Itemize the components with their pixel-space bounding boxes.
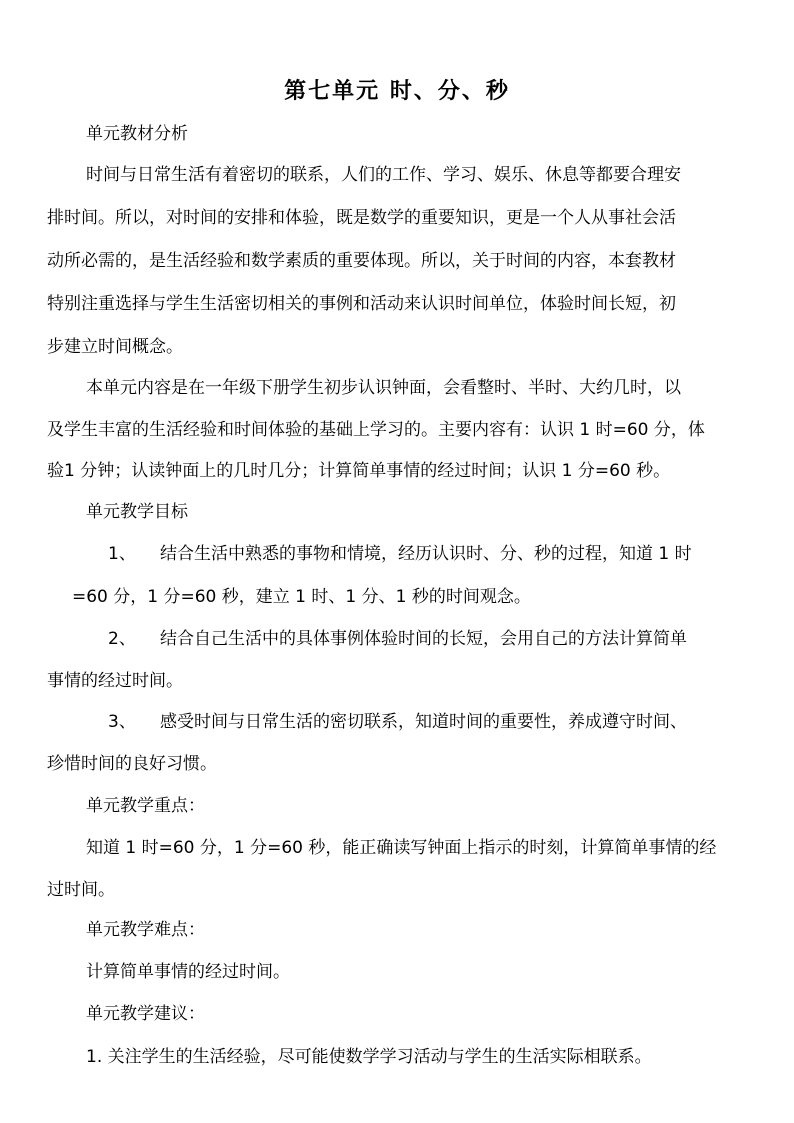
key-points-line: 过时间。 bbox=[47, 880, 115, 900]
key-points-line: 知道 1 时=60 分，1 分=60 秒，能正确读写钟面上指示的时刻，计算简单事情的经 bbox=[86, 838, 717, 858]
goal-text: 感受时间与日常生活的密切联系，知道时间的重要性，养成遵守时间、 bbox=[160, 712, 687, 732]
goal-number: 2、 bbox=[108, 629, 136, 649]
suggestions-heading: 单元教学建议： bbox=[86, 1004, 205, 1024]
goal-number: 3、 bbox=[108, 712, 136, 732]
page-title: 第七单元 时、分、秒 bbox=[284, 79, 510, 104]
suggestion-item-1: 1. 关注学生的生活经验，尽可能使数学学习活动与学生的生活实际相联系。 bbox=[86, 1047, 652, 1067]
analysis-p1-line: 动所必需的，是生活经验和数学素质的重要体现。所以，关于时间的内容，本套教材 bbox=[47, 251, 676, 271]
goal-item-2-continuation: 事情的经过时间。 bbox=[47, 671, 183, 691]
goal-item-3 bbox=[108, 710, 687, 734]
analysis-p1-line: 步建立时间概念。 bbox=[47, 337, 183, 357]
analysis-p1-line: 时间与日常生活有着密切的联系，人们的工作、学习、娱乐、休息等都要合理安 bbox=[86, 165, 681, 185]
analysis-p2-line: 及学生丰富的生活经验和时间体验的基础上学习的。主要内容有：认识 1 时=60 分，体 bbox=[47, 420, 705, 440]
goal-item-1 bbox=[108, 542, 692, 566]
difficulties-heading: 单元教学难点： bbox=[86, 920, 205, 940]
key-points-heading: 单元教学重点： bbox=[86, 796, 205, 816]
goal-item-1-continuation: =60 分，1 分=60 秒，建立 1 时、1 分、1 秒的时间观念。 bbox=[72, 587, 531, 607]
goals-heading: 单元教学目标 bbox=[86, 502, 188, 522]
goal-text: 结合生活中熟悉的事物和情境，经历认识时、分、秒的过程，知道 1 时 bbox=[160, 544, 692, 564]
analysis-p1-line: 排时间。所以，对时间的安排和体验，既是数学的重要知识，更是一个人从事社会活 bbox=[47, 208, 676, 228]
goal-item-2 bbox=[108, 627, 687, 651]
goal-text: 结合自己生活中的具体事例体验时间的长短，会用自己的方法计算简单 bbox=[160, 629, 687, 649]
analysis-p2-line: 验1 分钟；认读钟面上的几时几分；计算简单事情的经过时间；认识 1 分=60 秒。 bbox=[47, 461, 671, 481]
difficulties-text: 计算简单事情的经过时间。 bbox=[86, 962, 290, 982]
analysis-p1-line: 特别注重选择与学生生活密切相关的事例和活动来认识时间单位，体验时间长短，初 bbox=[47, 294, 676, 314]
analysis-heading: 单元教材分析 bbox=[86, 124, 188, 144]
goal-item-3-continuation: 珍惜时间的良好习惯。 bbox=[47, 754, 217, 774]
goal-number: 1、 bbox=[108, 544, 136, 564]
analysis-p2-line: 本单元内容是在一年级下册学生初步认识钟面，会看整时、半时、大约几时，以 bbox=[86, 378, 681, 398]
